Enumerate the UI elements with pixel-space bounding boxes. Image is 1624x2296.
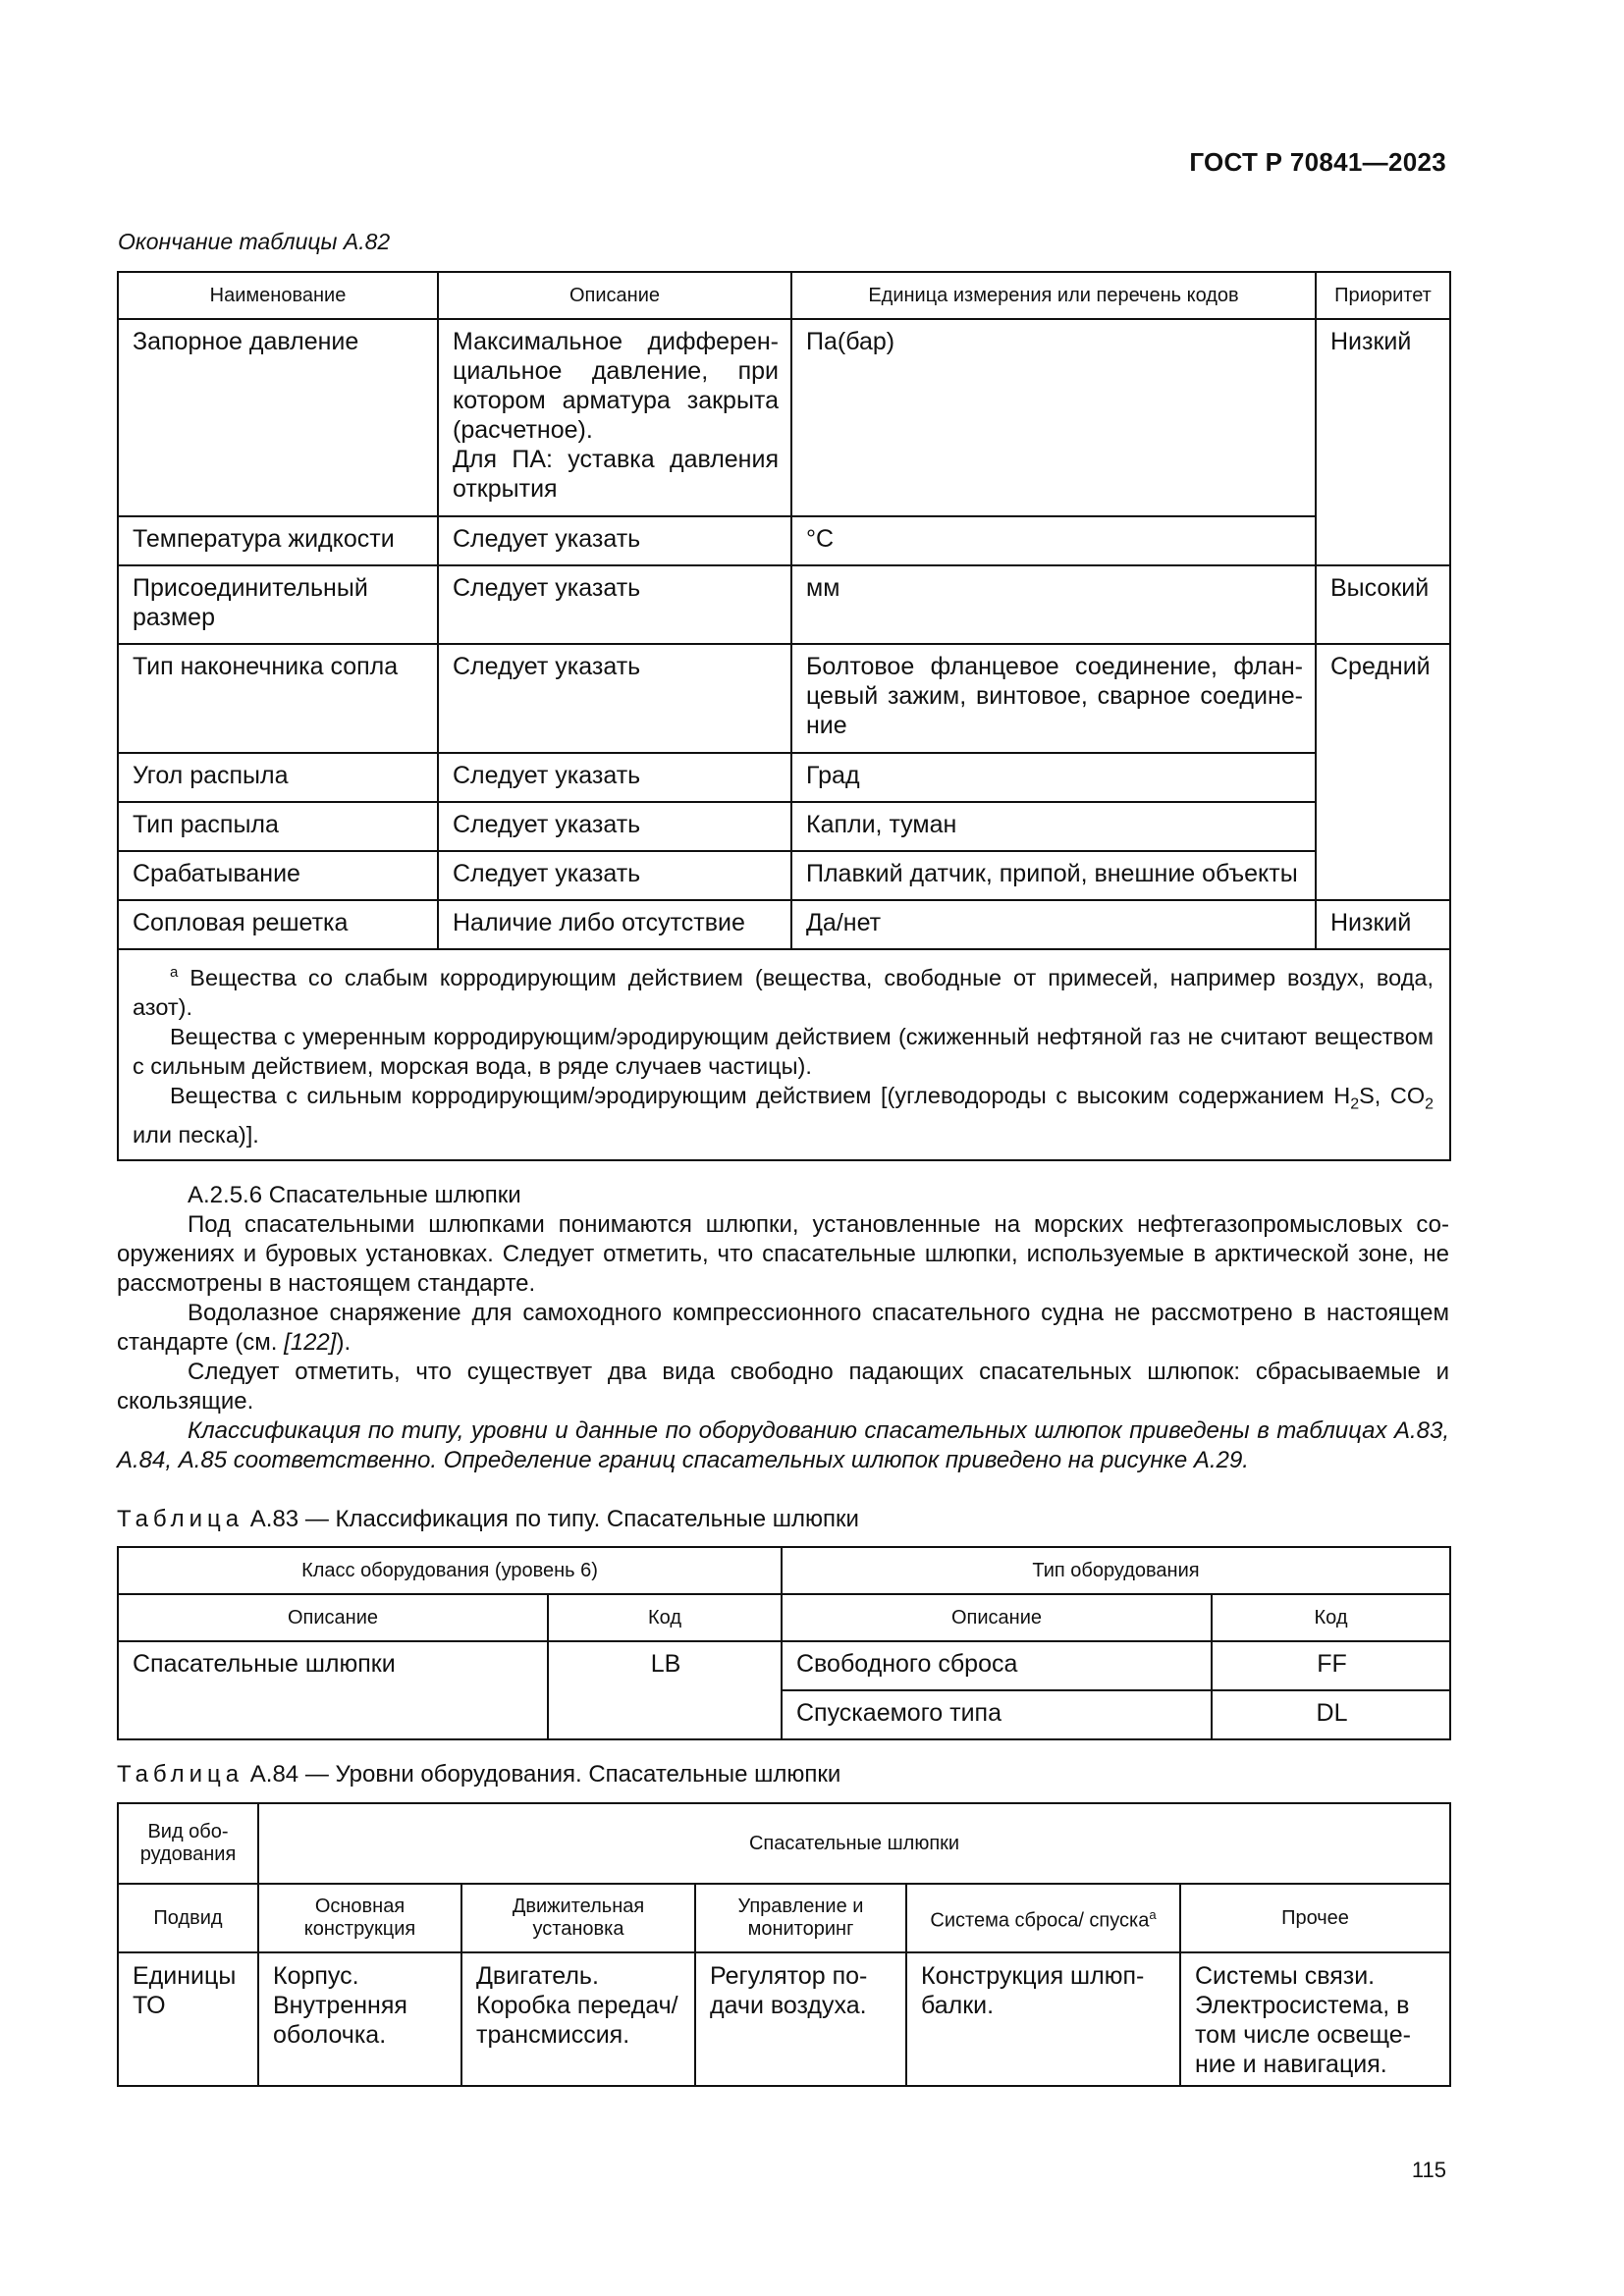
header-text: Система сброса/ спуска: [930, 1909, 1150, 1932]
section-lifeboats: [117, 1181, 1449, 1475]
table-a83: [117, 1546, 1451, 1740]
cell-main-structure: Корпус. Внутренняя оболочка.: [258, 1952, 461, 2086]
footnote-paragraph: [133, 1081, 1434, 1149]
table-header-row: [118, 1884, 1450, 1952]
column-header-description: Описание: [438, 272, 791, 319]
table-a84: [117, 1802, 1451, 2087]
cell-type-code: FF: [1212, 1641, 1450, 1690]
table-a82: [117, 271, 1451, 1161]
cell-description: Следует указать: [438, 753, 791, 802]
cell-description: Наличие либо отсутствие: [438, 900, 791, 949]
paragraph-text: Водолазное снаряжение для самоходного компрессионного спасательного судна не рассмотрено в настоящем стандарте (см.: [117, 1300, 1449, 1356]
table-kind-row: [118, 1803, 1450, 1884]
cell-type-description: Свободного сброса: [782, 1641, 1212, 1690]
paragraph: Под спасательными шлюпками понимаются шлюпки, установленные на морских нефтегазопромысловых сооружениях и буровых установках. Следует отметить, что спасательные шлюпки, используемые в арктической зоне, не рассмотрены в настоящем стандарте.: [117, 1211, 1449, 1297]
cell-description: Следует указать: [438, 851, 791, 900]
column-header-propulsion: Движительная установка: [461, 1884, 695, 1952]
table-a83-caption: [117, 1506, 859, 1533]
table-row: [118, 1641, 1450, 1690]
table-footnote-row: [118, 949, 1450, 1160]
cell-name: Сопловая решетка: [118, 900, 438, 949]
footnote-paragraph: [133, 958, 1434, 1022]
column-header-priority: Приоритет: [1316, 272, 1450, 319]
table-row: [118, 644, 1450, 753]
table-footnote: [118, 949, 1450, 1160]
cell-launch-system: Конструкция шлюпбалки.: [906, 1952, 1180, 2086]
subscript: 2: [1425, 1095, 1434, 1113]
cell-name: Угол распыла: [118, 753, 438, 802]
cell-unit: Па(бар): [791, 319, 1316, 516]
table-group-header-row: [118, 1547, 1450, 1594]
kind-value: Спасательные шлюпки: [258, 1803, 1450, 1884]
cell-unit: Плавкий датчик, припой, внешние объекты: [791, 851, 1316, 900]
section-heading: А.2.5.6 Спасательные шлюпки: [188, 1182, 521, 1208]
footnote-mark: а: [1149, 1907, 1157, 1923]
row-label: Единицы ТО: [118, 1952, 258, 2086]
cell-unit: Да/нет: [791, 900, 1316, 949]
cell-priority: Средний: [1316, 644, 1450, 900]
caption-text: А.83 — Классификация по типу. Спасательные шлюпки: [244, 1506, 859, 1532]
reference-link: [122]: [284, 1329, 337, 1356]
page-number: 115: [1411, 2158, 1446, 2182]
cell-description: Следует указать: [438, 516, 791, 565]
subscript: 2: [1350, 1095, 1360, 1113]
document-id: ГОСТ Р 70841—2023: [1189, 147, 1446, 177]
footnote-text: Вещества с сильным корродирующим/эродирующим действием [(углеводороды с высоким содержанием H: [170, 1082, 1351, 1108]
caption-text: А.84 — Уровни оборудования. Спасательные шлюпки: [244, 1761, 841, 1788]
cell-name: Тип распыла: [118, 802, 438, 851]
cell-unit: Болтовое фланцевое соединение, фланцевый зажим, винтовое, сварное соединение: [791, 644, 1316, 753]
cell-unit: мм: [791, 565, 1316, 644]
kind-label: Вид оборудования: [118, 1803, 258, 1884]
cell-name: Запорное давление: [118, 319, 438, 516]
table-row: [118, 851, 1450, 900]
cell-class-code: LB: [548, 1641, 782, 1739]
cell-unit: °С: [791, 516, 1316, 565]
subkind-label: Подвид: [118, 1884, 258, 1952]
cell-unit: Град: [791, 753, 1316, 802]
table-row: [118, 753, 1450, 802]
column-header-other: Прочее: [1180, 1884, 1450, 1952]
table-row: [118, 319, 1450, 516]
group-header-class: Класс оборудования (уровень 6): [118, 1547, 782, 1594]
cell-name: Присоединительный размер: [118, 565, 438, 644]
column-header-unit: Единица измерения или перечень кодов: [791, 272, 1316, 319]
cell-priority: Низкий: [1316, 900, 1450, 949]
paragraph-text: ).: [336, 1329, 352, 1356]
table-row: [118, 900, 1450, 949]
cell-name: Тип наконечника сопла: [118, 644, 438, 753]
column-header-name: Наименование: [118, 272, 438, 319]
cell-description: Следует указать: [438, 565, 791, 644]
cell-class-description: Спасательные шлюпки: [118, 1641, 548, 1739]
table-header-row: [118, 1594, 1450, 1641]
cell-priority: Высокий: [1316, 565, 1450, 644]
cell-other: Системы связи. Электросистема, в том числе освещение и навигация.: [1180, 1952, 1450, 2086]
cell-description: Следует указать: [438, 802, 791, 851]
footnote-paragraph: Вещества с умеренным корродирующим/эродирующим действием (сжиженный нефтяной газ не считают веществом с сильным действием, морская вода, в ряде случаев частицы).: [133, 1023, 1434, 1079]
paragraph-italic: Классификация по типу, уровни и данные по оборудованию спасательных шлюпок приведены в таблицах А.83, А.84, А.85 соответственно. Определение границ спасательных шлюпок приведено на рисунке А.29.: [117, 1417, 1449, 1473]
column-header-launch-system: [906, 1884, 1180, 1952]
table-row: [118, 1952, 1450, 2086]
column-header-description: Описание: [782, 1594, 1212, 1641]
table-a82-continuation-caption: Окончание таблицы А.82: [118, 229, 391, 254]
column-header-main-structure: Основная конструкция: [258, 1884, 461, 1952]
cell-propulsion: Двигатель. Коробка передач/трансмиссия.: [461, 1952, 695, 2086]
group-header-type: Тип оборудования: [782, 1547, 1450, 1594]
column-header-control: Управление и мониторинг: [695, 1884, 906, 1952]
cell-name: Температура жидкости: [118, 516, 438, 565]
cell-description: Следует указать: [438, 644, 791, 753]
cell-name: Срабатывание: [118, 851, 438, 900]
cell-control: Регулятор подачи воздуха.: [695, 1952, 906, 2086]
table-row: [118, 565, 1450, 644]
column-header-code: Код: [548, 1594, 782, 1641]
caption-word: Таблица: [117, 1506, 244, 1532]
table-a84-caption: [117, 1761, 840, 1789]
footnote-text: или песка)].: [133, 1121, 259, 1148]
table-header-row: [118, 272, 1450, 319]
column-header-code: Код: [1212, 1594, 1450, 1641]
paragraph: [117, 1299, 1449, 1358]
paragraph: Следует отметить, что существует два вида свободно падающих спасательных шлюпок: сбрасываемые и скользящие.: [117, 1359, 1449, 1415]
footnote-text: S, CO: [1359, 1082, 1426, 1108]
footnote-text: Вещества со слабым корродирующим действием (вещества, свободные от примесей, например воздух, вода, азот).: [133, 964, 1434, 1020]
cell-description: Максимальное дифференциальное давление, при котором арматура закрыта (расчетное). Для ПА: уставка давления открытия: [438, 319, 791, 516]
caption-word: Таблица: [117, 1761, 244, 1788]
table-row: [118, 802, 1450, 851]
footnote-mark: а: [170, 964, 179, 981]
cell-priority: Низкий: [1316, 319, 1450, 565]
cell-type-code: DL: [1212, 1690, 1450, 1739]
table-row: [118, 516, 1450, 565]
cell-unit: Капли, туман: [791, 802, 1316, 851]
cell-type-description: Спускаемого типа: [782, 1690, 1212, 1739]
column-header-description: Описание: [118, 1594, 548, 1641]
